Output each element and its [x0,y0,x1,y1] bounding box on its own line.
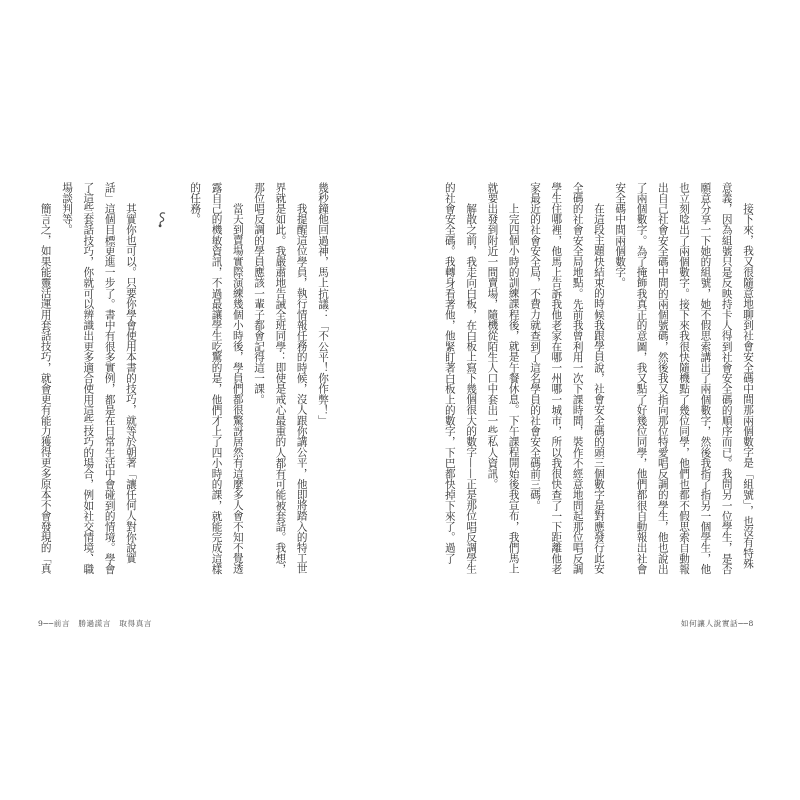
paragraph: 上完四個小時的訓練課程後，就是午餐休息。下午課程開始後我宣布，我們馬上就要出發到附近一間賣場，隨機從陌生人口中套出一些私人資訊。 [486,182,520,575]
paragraph: 簡言之，如果能靈活運用套話技巧，就會更有能力獲得更多原本不會發現的「真 [39,203,52,575]
page-footer-right: 如何讓人說實話──8 [680,619,754,628]
page-footer-left: 9──前言 勝過謊言 取得真言 [38,619,153,628]
paragraph: 接下來，我又很隨意地聊到社會安全碼中間那兩個數字是「組號」，也沒有特殊意義，因為組號只是反映持卡人得到社會安全碼的順序而已。我問另一位學生，是否願意分享一下她的組號，她不假思索講出了兩個數字，然後我指了指另一個學生，他也立刻唸出了兩個數字。接下來我很快隨機點了幾位同學，他們也都不假思索自動報出自己社會安全碼中間的兩個號碼，然後我又指向那位特愛唱反調的學生，他也說出了兩個數字。為了掩飾我真正的意圖，我又點了好幾位同學，他們都很自動報出社會安全碼中間兩個數字。 [614,182,754,575]
page-left-text-block [34,182,333,579]
fleuron-icon [156,212,168,228]
section-divider [141,182,184,579]
paragraph: 幾秒鐘他回過神，馬上抗議：「不公平！你作弊！」 [317,182,329,426]
paragraph: 其實你也可以。只要你學會使用本書的技巧，就等於朝著「讓任何人對你說實話」這個目標更進一步了。書中有很多實例，都是在日常生活中會碰到的情境。學會了這些套話技巧，你就可以辨識出更多適合使用這些技巧的場合，例如社交情境、職場談判等。 [61,182,137,575]
paragraph: 我提醒這位學員，執行情報任務的時候，沒人跟你講公平，他即將踏入的特工世界就是如此。我嚴肅地告誡全班同學：即使是戒心最重的人都有可能被套話。我想，那位唱反調的學員應該一輩子都會記得這一課。 [253,182,308,575]
paragraph: 當天到賣場實際演練幾個小時後，學員們都很驚訝居然有這麼多人會不知不覺透露自己的機敏資訊，不過最讓學生吃驚的是，他們才上了四小時的課，就能完成這樣的任務。 [189,182,244,575]
paragraph: 解散之前，我走向白板，在白板上寫下幾個很大的數字——正是那位唱反調學生的社會安全碼。我轉身看著他，他緊盯著白板上的數字，下巴都快掉下來了。過了 [443,182,478,575]
paragraph: 在這段主題快結束的時候我跟學員說，社會安全碼的頭三個數字是對應發行此安全碼的社會安全局地點。先前我曾利用一次下課時間，裝作不經意地問起那位唱反調學生住哪裡，他馬上告訴我他老家在哪一州哪一城市，所以我很快查了一下距離他老家最近的社會安全局，不費力就查到了這名學員的社會安全碼前三碼。 [529,182,605,575]
page-right-text-block [439,182,758,579]
